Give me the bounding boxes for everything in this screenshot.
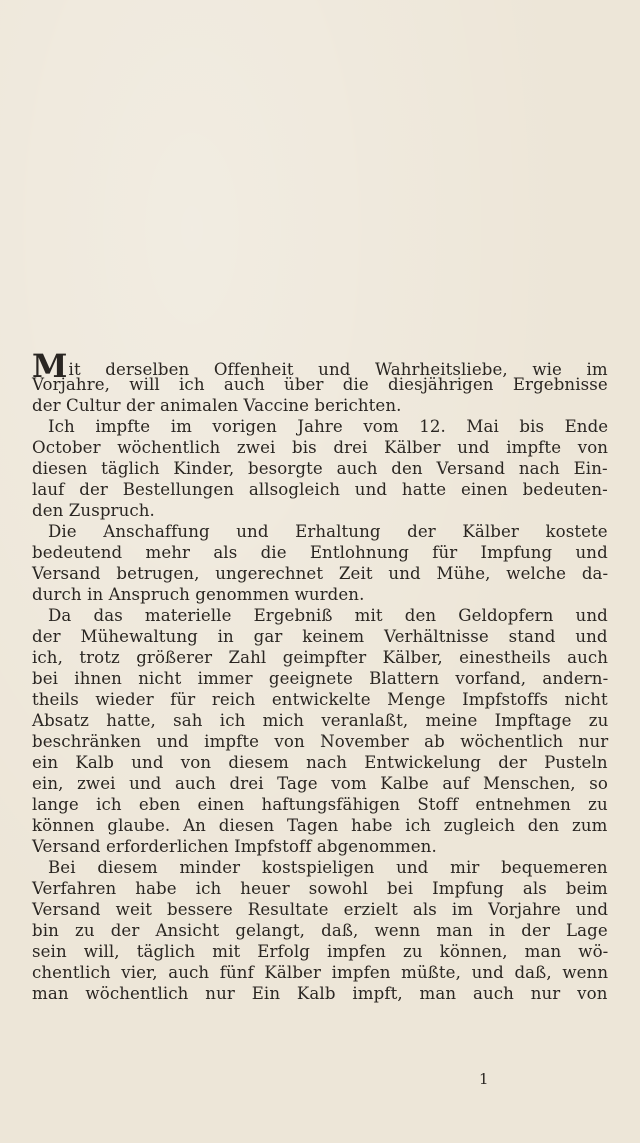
- text-line: Verfahren habe ich heuer sowohl bei Impfung als beim: [32, 879, 608, 898]
- text-line: lange ich eben einen haftungsfähigen Stoff entnehmen zu: [32, 795, 608, 814]
- text-line: October wöchentlich zwei bis drei Kälber und impfte von: [32, 438, 609, 457]
- text-line: Mit derselben Offenheit und Wahrheitsliebe, wie im: [32, 347, 608, 385]
- text-line: Versand betrugen, ungerechnet Zeit und Mühe, welche da-: [32, 564, 609, 583]
- text-line: sein will, täglich mit Erfolg impfen zu können, man wö-: [32, 942, 609, 961]
- text-line: ich, trotz größerer Zahl geimpfter Kälber, einestheils auch: [32, 648, 609, 667]
- text-line: Bei diesem minder kostspieligen und mir bequemeren: [48, 858, 608, 877]
- text-line: bei ihnen nicht immer geeignete Blattern vorfand, andern-: [32, 669, 609, 688]
- text-line: Ich impfte im vorigen Jahre vom 12. Mai bis Ende: [48, 417, 609, 436]
- text-line: ein, zwei und auch drei Tage vom Kalbe auf Menschen, so: [32, 774, 608, 793]
- text-line: den Zuspruch.: [32, 501, 155, 520]
- text-line: bedeutend mehr als die Entlohnung für Impfung und: [32, 543, 608, 562]
- text-line: Da das materielle Ergebniß mit den Geldopfern und: [48, 606, 608, 625]
- text-line: der Mühewaltung in gar keinem Verhältnisse stand und: [32, 627, 608, 646]
- text-line: theils wieder für reich entwickelte Menge Impfstoffs nicht: [32, 690, 608, 709]
- text-line: durch in Anspruch genommen wurden.: [32, 585, 365, 604]
- text-line: man wöchentlich nur Ein Kalb impft, man auch nur von: [32, 984, 608, 1003]
- text-line: lauf der Bestellungen allsogleich und hatte einen bedeuten-: [32, 480, 608, 499]
- text-line: Versand erforderlichen Impfstoff abgenommen.: [32, 837, 437, 856]
- page-number: 1: [479, 1070, 489, 1088]
- text-line: Absatz hatte, sah ich mich veranlaßt, meine Impftage zu: [32, 711, 609, 730]
- text-line: Versand weit bessere Resultate erzielt als im Vorjahre und: [32, 900, 609, 919]
- text-line: chentlich vier, auch fünf Kälber impfen müßte, und daß, wenn: [32, 963, 609, 982]
- text-line: bin zu der Ansicht gelangt, daß, wenn man in der Lage: [32, 921, 608, 940]
- drop-cap: M: [32, 347, 68, 385]
- text-line: Vorjahre, will ich auch über die diesjährigen Ergebnisse: [32, 375, 608, 394]
- text-line: können glaube. An diesen Tagen habe ich zugleich den zum: [32, 816, 608, 835]
- text-line: beschränken und impfte von November ab wöchentlich nur: [32, 732, 609, 751]
- text-line: Die Anschaffung und Erhaltung der Kälber kostete: [48, 522, 608, 541]
- text-line: der Cultur der animalen Vaccine berichten.: [32, 396, 402, 415]
- text-line: ein Kalb und von diesem nach Entwickelung der Pusteln: [32, 753, 608, 772]
- text-line: diesen täglich Kinder, besorgte auch den Versand nach Ein-: [32, 459, 608, 478]
